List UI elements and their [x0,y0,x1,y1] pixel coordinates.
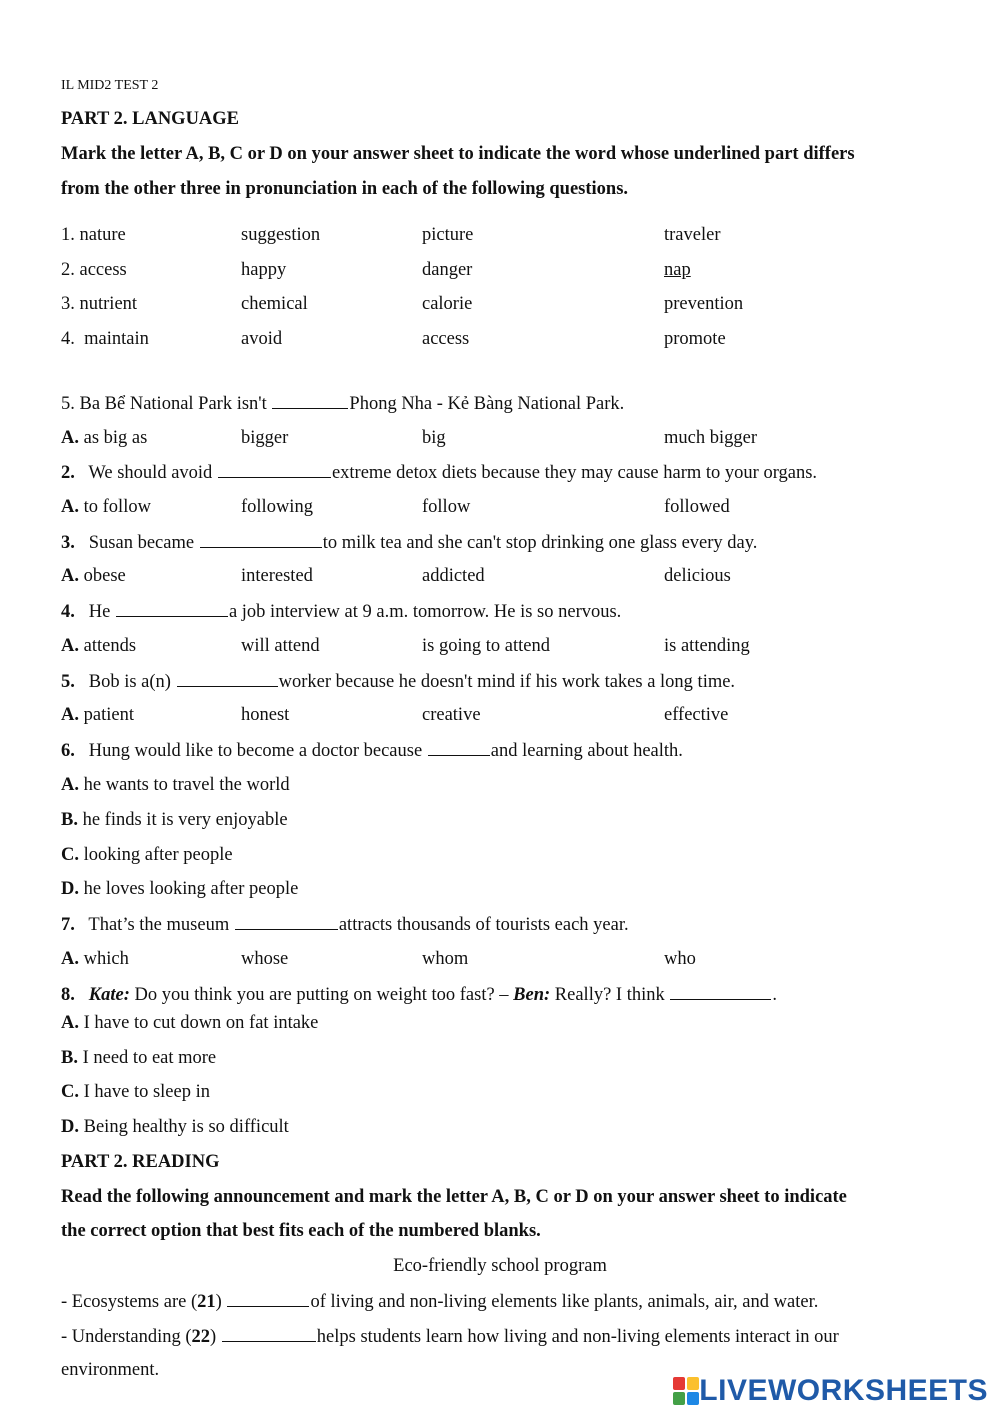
pron-option-d: traveler [664,225,721,245]
test-code: IL MID2 TEST 2 [61,78,159,93]
option-c[interactable]: addicted [422,566,485,586]
pron-option-d: prevention [664,294,744,314]
pron-option-a: 2. access [61,260,127,280]
option-d[interactable]: D. he loves looking after people [61,879,299,899]
option-c[interactable]: C. looking after people [61,845,233,865]
answer-blank[interactable] [235,912,338,930]
answer-blank[interactable] [272,391,348,409]
answer-blank[interactable] [227,1289,309,1307]
instruction-line-2: from the other three in pronunciation in each of the following questions. [61,179,629,199]
options-row [0,634,1000,658]
options-row [0,947,1000,971]
option-b[interactable]: bigger [241,428,289,448]
option-b[interactable]: will attend [241,636,320,656]
answer-blank[interactable] [200,530,322,548]
answer-blank[interactable] [222,1324,316,1342]
pron-option-a: 4. maintain [61,329,149,349]
pron-row-1 [0,223,1000,247]
option-c[interactable]: creative [422,705,481,725]
option-b[interactable]: whose [241,949,289,969]
question-stem: 3. Susan became to milk tea and she can't stop drinking one glass every day. [61,530,757,555]
option-c[interactable]: big [422,428,446,448]
option-b[interactable]: following [241,497,313,517]
option-d[interactable]: delicious [664,566,731,586]
part-title-reading: PART 2. READING [61,1152,220,1172]
option-a[interactable]: A. patient [61,705,134,725]
question-stem: 7. That’s the museum attracts thousands of tourists each year. [61,912,629,937]
option-c[interactable]: follow [422,497,471,517]
option-d[interactable]: D. Being healthy is so difficult [61,1117,289,1137]
pron-row-2 [0,258,1000,282]
question-stem: 8. Kate: Do you think you are putting on weight too fast? – Ben: Really? I think . [61,982,777,1007]
option-c[interactable]: whom [422,949,469,969]
answer-blank[interactable] [428,738,490,756]
answer-blank[interactable] [218,460,331,478]
passage-line-2: - Understanding (22) helps students learn how living and non-living elements interact in our [61,1324,839,1349]
question-stem: 5. Bob is a(n) worker because he doesn't mind if his work takes a long time. [61,669,735,694]
option-a[interactable]: A. I have to cut down on fat intake [61,1013,319,1033]
passage-line-1: - Ecosystems are (21) of living and non-living elements like plants, animals, air, and water. [61,1289,818,1314]
option-b[interactable]: B. I need to eat more [61,1048,217,1068]
liveworksheets-logo [673,1374,988,1408]
passage-title: Eco-friendly school program [393,1256,607,1276]
option-d[interactable]: much bigger [664,428,757,448]
options-row [0,703,1000,727]
option-b[interactable]: honest [241,705,290,725]
option-a[interactable]: A. obese [61,566,126,586]
pron-option-b: happy [241,260,287,280]
passage-line-3: environment. [61,1360,160,1380]
pron-option-d: nap [664,260,691,280]
options-row [0,564,1000,588]
pron-option-c: picture [422,225,474,245]
pron-option-b: chemical [241,294,308,314]
pron-option-a: 1. nature [61,225,126,245]
option-a[interactable]: A. which [61,949,129,969]
option-b[interactable]: B. he finds it is very enjoyable [61,810,288,830]
answer-blank[interactable] [670,982,771,1000]
answer-blank[interactable] [116,599,228,617]
pron-option-c: access [422,329,470,349]
question-stem: 6. Hung would like to become a doctor because and learning about health. [61,738,683,763]
question-stem: 5. Ba Bể National Park isn't Phong Nha - Kẻ Bàng National Park. [61,391,624,416]
options-row [0,495,1000,519]
option-d[interactable]: effective [664,705,729,725]
pron-option-c: calorie [422,294,473,314]
question-stem: 2. We should avoid extreme detox diets because they may cause harm to your organs. [61,460,817,485]
option-c[interactable]: is going to attend [422,636,550,656]
option-d[interactable]: is attending [664,636,750,656]
option-a[interactable]: A. as big as [61,428,148,448]
pron-option-b: suggestion [241,225,321,245]
option-d[interactable]: who [664,949,696,969]
pron-row-4 [0,327,1000,351]
pron-row-3 [0,292,1000,316]
pron-option-d: promote [664,329,726,349]
pron-option-c: danger [422,260,473,280]
brand-name: LIVEWORKSHEETS [699,1374,988,1407]
option-a[interactable]: A. attends [61,636,137,656]
part-title-language: PART 2. LANGUAGE [61,109,240,129]
logo-icon [673,1377,699,1405]
question-stem: 4. He a job interview at 9 a.m. tomorrow. He is so nervous. [61,599,621,624]
options-row [0,426,1000,450]
option-b[interactable]: interested [241,566,313,586]
pron-option-a: 3. nutrient [61,294,138,314]
instruction-line-1: Mark the letter A, B, C or D on your answer sheet to indicate the word whose underlined part differs [61,144,855,164]
option-a[interactable]: A. he wants to travel the world [61,775,290,795]
pron-option-b: avoid [241,329,283,349]
option-d[interactable]: followed [664,497,730,517]
answer-blank[interactable] [177,669,278,687]
option-c[interactable]: C. I have to sleep in [61,1082,210,1102]
option-a[interactable]: A. to follow [61,497,151,517]
reading-instruction-line-1: Read the following announcement and mark the letter A, B, C or D on your answer sheet to indicate [61,1187,847,1207]
reading-instruction-line-2: the correct option that best fits each of the numbered blanks. [61,1221,541,1241]
